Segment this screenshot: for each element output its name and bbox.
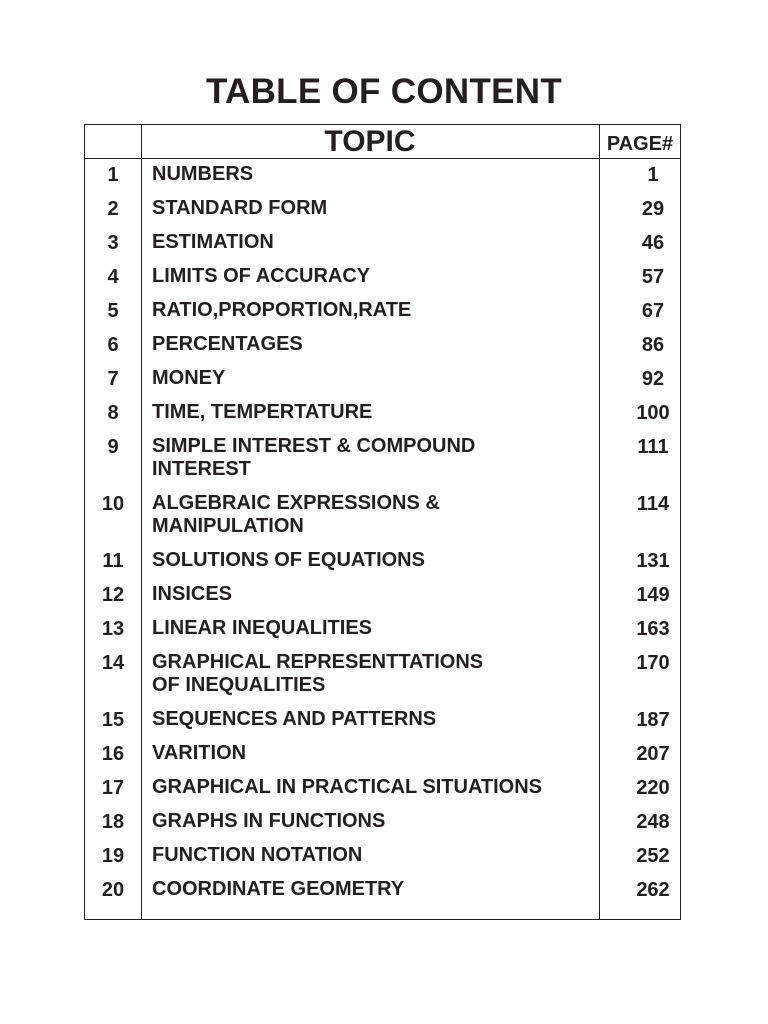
topic-line: LINEAR INEQUALITIES (152, 617, 373, 639)
row-number: 19 (101, 845, 125, 867)
toc-row (85, 333, 680, 367)
topic-line: FUNCTION NOTATION (152, 844, 363, 866)
row-page-number: 187 (636, 709, 670, 731)
toc-row (85, 583, 680, 617)
row-topic (141, 651, 598, 708)
row-topic (141, 742, 598, 776)
row-number: 3 (107, 232, 119, 254)
row-number: 15 (101, 709, 125, 731)
row-topic (141, 197, 598, 231)
row-topic (141, 163, 598, 197)
row-page-number: 220 (636, 777, 670, 799)
row-topic (141, 878, 598, 912)
row-page-number: 207 (636, 743, 670, 765)
row-number: 5 (107, 300, 119, 322)
row-number: 10 (101, 493, 125, 515)
row-number: 1 (107, 164, 119, 186)
toc-row (85, 708, 680, 742)
row-page-number: 86 (641, 334, 665, 356)
toc-row (85, 651, 680, 708)
row-page-number: 170 (636, 652, 670, 674)
row-page-number: 1 (647, 164, 659, 186)
topic-line: VARITION (152, 742, 247, 764)
row-number: 7 (107, 368, 119, 390)
topic-line: INTEREST (152, 458, 251, 480)
row-topic (141, 810, 598, 844)
row-page-number: 252 (636, 845, 670, 867)
row-number: 11 (102, 550, 124, 572)
row-page-number: 114 (636, 493, 670, 515)
topic-line: STANDARD FORM (152, 197, 328, 219)
row-page-number: 262 (636, 879, 670, 901)
row-page-number: 111 (637, 436, 669, 458)
toc-row (85, 197, 680, 231)
row-topic (141, 844, 598, 878)
row-page-number: 248 (636, 811, 670, 833)
row-topic (141, 549, 598, 583)
row-topic (141, 617, 598, 651)
toc-row (85, 878, 680, 912)
topic-line: SOLUTIONS OF EQUATIONS (152, 549, 425, 571)
toc-rows (85, 163, 680, 912)
topic-line: LIMITS OF ACCURACY (152, 265, 371, 287)
row-page-number: 149 (636, 584, 670, 606)
row-number: 16 (101, 743, 125, 765)
row-number: 17 (101, 777, 125, 799)
row-number: 4 (107, 266, 119, 288)
toc-row (85, 810, 680, 844)
row-topic (141, 367, 598, 401)
header-divider (85, 158, 680, 159)
topic-line: COORDINATE GEOMETRY (152, 878, 405, 900)
row-number: 6 (107, 334, 119, 356)
toc-row (85, 617, 680, 651)
row-topic (141, 333, 598, 367)
row-page-number: 29 (641, 198, 665, 220)
row-number: 20 (101, 879, 125, 901)
row-number: 9 (107, 436, 119, 458)
toc-row (85, 435, 680, 492)
row-page-number: 92 (641, 368, 665, 390)
topic-line: SIMPLE INTEREST & COMPOUND (152, 435, 476, 457)
topic-line: TIME, TEMPERTATURE (152, 401, 373, 423)
toc-row (85, 549, 680, 583)
toc-row (85, 742, 680, 776)
toc-row (85, 299, 680, 333)
row-topic (141, 708, 598, 742)
toc-row (85, 492, 680, 549)
toc-table (84, 124, 681, 920)
row-page-number: 46 (641, 232, 665, 254)
page-title: TABLE OF CONTENT (205, 72, 563, 111)
topic-line: INSICES (152, 583, 233, 605)
row-number: 13 (101, 618, 125, 640)
topic-line: PERCENTAGES (152, 333, 303, 355)
row-number: 14 (101, 652, 125, 674)
topic-line: NUMBERS (152, 163, 254, 185)
row-page-number: 163 (636, 618, 670, 640)
topic-line: ALGEBRAIC EXPRESSIONS & (152, 492, 440, 514)
row-page-number: 67 (641, 300, 665, 322)
topic-line: SEQUENCES AND PATTERNS (152, 708, 437, 730)
toc-row (85, 231, 680, 265)
toc-row (85, 776, 680, 810)
row-page-number: 100 (636, 402, 670, 424)
row-topic (141, 583, 598, 617)
header-page: PAGE# (606, 133, 674, 155)
row-topic (141, 492, 598, 549)
toc-row (85, 265, 680, 299)
row-topic (141, 401, 598, 435)
topic-line: OF INEQUALITIES (152, 674, 326, 696)
row-number: 18 (101, 811, 125, 833)
row-topic (141, 776, 598, 810)
toc-row (85, 844, 680, 878)
topic-line: MANIPULATION (152, 515, 304, 537)
row-topic (141, 299, 598, 333)
row-page-number: 57 (641, 266, 665, 288)
row-number: 2 (107, 198, 119, 220)
row-number: 8 (107, 402, 119, 424)
row-topic (141, 435, 598, 492)
header-topic: TOPIC (324, 125, 416, 158)
topic-line: GRAPHS IN FUNCTIONS (152, 810, 386, 832)
topic-line: GRAPHICAL REPRESENTTATIONS (152, 651, 484, 673)
row-number: 12 (101, 584, 125, 606)
topic-line: GRAPHICAL IN PRACTICAL SITUATIONS (152, 776, 543, 798)
row-topic (141, 265, 598, 299)
topic-line: MONEY (152, 367, 226, 389)
toc-row (85, 367, 680, 401)
topic-line: RATIO,PROPORTION,RATE (152, 299, 412, 321)
row-topic (141, 231, 598, 265)
topic-line: ESTIMATION (152, 231, 274, 253)
row-page-number: 131 (636, 550, 670, 572)
toc-row (85, 163, 680, 197)
toc-row (85, 401, 680, 435)
